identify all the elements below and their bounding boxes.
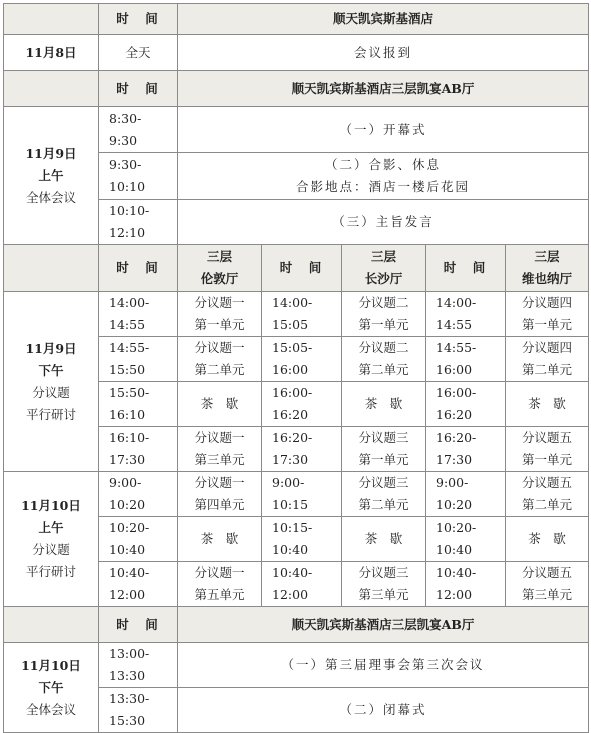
topic-cell: 分议题一 第三单元	[178, 427, 262, 472]
parallel-row	[4, 292, 589, 337]
topic-cell: 分议题四 第二单元	[506, 337, 589, 382]
event-cell: （一）开幕式	[178, 107, 589, 153]
session-label: 11月9日 上午 全体会议	[4, 107, 99, 245]
time-cell: 16:20- 17:30	[262, 427, 342, 472]
rooms-header-row	[4, 245, 589, 292]
room-changsha: 三层 长沙厅	[342, 245, 426, 292]
topic-cell: 分议题一 第二单元	[178, 337, 262, 382]
event-cell: （二）闭幕式	[178, 688, 589, 733]
break-cell: 茶 歇	[342, 517, 426, 562]
time-cell: 8:30- 9:30	[99, 107, 178, 153]
header-time: 时 间	[99, 4, 178, 35]
header-venue: 顺天凯宾斯基酒店	[178, 4, 589, 35]
time-cell: 15:50- 16:10	[99, 382, 178, 427]
plenary-row	[4, 643, 589, 688]
time-cell: 9:00- 10:20	[99, 472, 178, 517]
header-blank	[4, 607, 99, 643]
header-venue: 顺天凯宾斯基酒店三层凯宴AB厅	[178, 71, 589, 107]
header-time: 时 间	[426, 245, 506, 292]
break-cell: 茶 歇	[178, 517, 262, 562]
header-time: 时 间	[262, 245, 342, 292]
topic-cell: 分议题五 第二单元	[506, 472, 589, 517]
time-cell: 13:30- 15:30	[99, 688, 178, 733]
time-cell: 9:00- 10:15	[262, 472, 342, 517]
time-cell: 全天	[99, 35, 178, 71]
time-cell: 14:55- 16:00	[426, 337, 506, 382]
topic-cell: 分议题一 第四单元	[178, 472, 262, 517]
venue-header-row	[4, 4, 589, 35]
time-cell: 16:00- 16:20	[426, 382, 506, 427]
room-london: 三层 伦敦厅	[178, 245, 262, 292]
time-cell: 16:20- 17:30	[426, 427, 506, 472]
topic-cell: 分议题三 第三单元	[342, 562, 426, 607]
registration-row	[4, 35, 589, 71]
topic-cell: 分议题五 第三单元	[506, 562, 589, 607]
topic-cell: 分议题二 第一单元	[342, 292, 426, 337]
session-label: 11月10日 下午 全体会议	[4, 643, 99, 733]
break-cell: 茶 歇	[506, 382, 589, 427]
session-label: 11月10日 上午 分议题 平行研讨	[4, 472, 99, 607]
time-cell: 10:40- 12:00	[99, 562, 178, 607]
room-vienna: 三层 维也纳厅	[506, 245, 589, 292]
time-cell: 10:15- 10:40	[262, 517, 342, 562]
break-cell: 茶 歇	[342, 382, 426, 427]
break-cell: 茶 歇	[178, 382, 262, 427]
plenary-row	[4, 107, 589, 153]
header-time: 时 间	[99, 71, 178, 107]
time-cell: 10:20- 10:40	[426, 517, 506, 562]
venue-header-row	[4, 607, 589, 643]
time-cell: 10:40- 12:00	[426, 562, 506, 607]
topic-cell: 分议题三 第一单元	[342, 427, 426, 472]
time-cell: 14:00- 14:55	[99, 292, 178, 337]
time-cell: 16:00- 16:20	[262, 382, 342, 427]
header-blank	[4, 245, 99, 292]
header-time: 时 间	[99, 607, 178, 643]
date-cell: 11月8日	[4, 35, 99, 71]
topic-cell: 分议题五 第一单元	[506, 427, 589, 472]
time-cell: 9:30- 10:10	[99, 153, 178, 200]
time-cell: 10:10- 12:10	[99, 200, 178, 245]
time-cell: 10:40- 12:00	[262, 562, 342, 607]
schedule-table	[3, 3, 589, 733]
time-cell: 14:00- 15:05	[262, 292, 342, 337]
time-cell: 13:00- 13:30	[99, 643, 178, 688]
time-cell: 15:05- 16:00	[262, 337, 342, 382]
header-blank	[4, 71, 99, 107]
header-blank	[4, 4, 99, 35]
topic-cell: 分议题一 第一单元	[178, 292, 262, 337]
topic-cell: 分议题三 第二单元	[342, 472, 426, 517]
header-venue: 顺天凯宾斯基酒店三层凯宴AB厅	[178, 607, 589, 643]
event-cell: （三）主旨发言	[178, 200, 589, 245]
topic-cell: 分议题一 第五单元	[178, 562, 262, 607]
time-cell: 14:55- 15:50	[99, 337, 178, 382]
time-cell: 14:00- 14:55	[426, 292, 506, 337]
topic-cell: 分议题四 第一单元	[506, 292, 589, 337]
time-cell: 9:00- 10:20	[426, 472, 506, 517]
time-cell: 16:10- 17:30	[99, 427, 178, 472]
event-cell: （二）合影、休息 合影地点：酒店一楼后花园	[178, 153, 589, 200]
break-cell: 茶 歇	[506, 517, 589, 562]
topic-cell: 分议题二 第二单元	[342, 337, 426, 382]
header-time: 时 间	[99, 245, 178, 292]
event-cell: 会议报到	[178, 35, 589, 71]
parallel-row	[4, 472, 589, 517]
time-cell: 10:20- 10:40	[99, 517, 178, 562]
event-cell: （一）第三届理事会第三次会议	[178, 643, 589, 688]
venue-header-row	[4, 71, 589, 107]
session-label: 11月9日 下午 分议题 平行研讨	[4, 292, 99, 472]
